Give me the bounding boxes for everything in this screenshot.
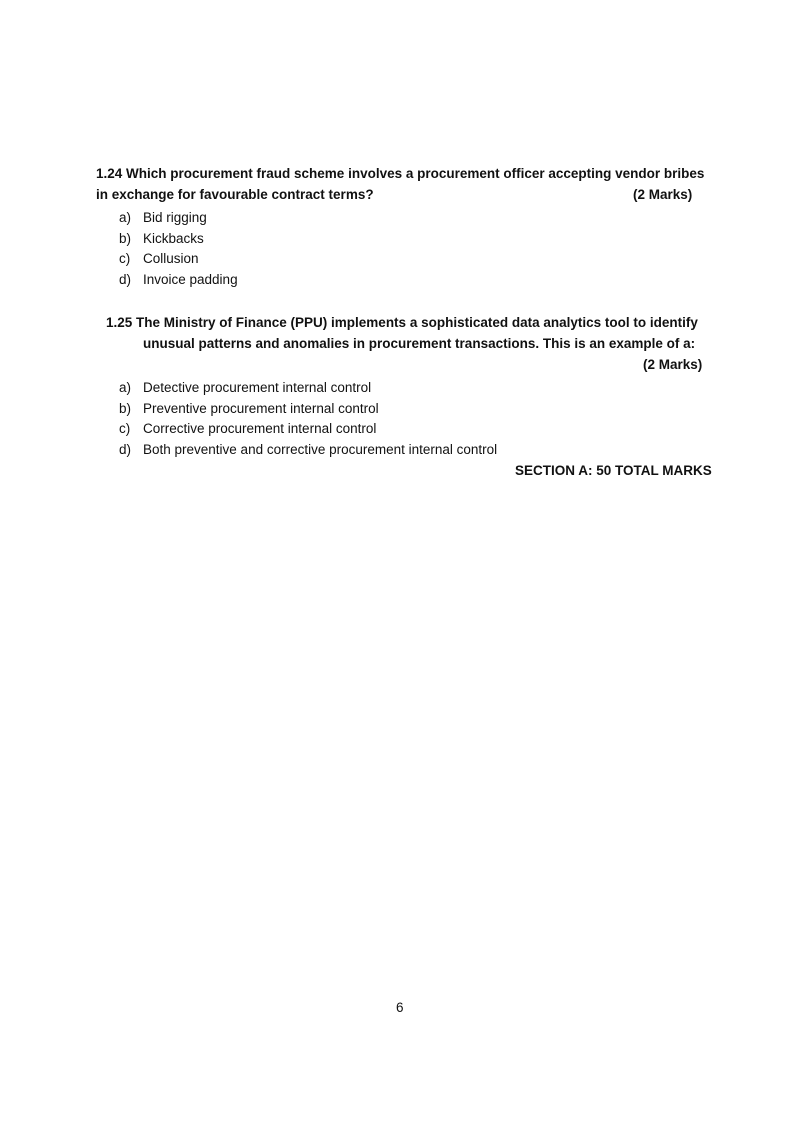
option: c) Collusion: [119, 251, 199, 266]
q24-text-line1: 1.24 Which procurement fraud scheme involves a procurement officer accepting vendor bribes: [96, 166, 705, 181]
option: d) Invoice padding: [119, 271, 238, 287]
option: b) Preventive procurement internal control: [119, 400, 379, 416]
q25-text-line1: 1.25 The Ministry of Finance (PPU) implements a sophisticated data analytics tool to identify: [106, 315, 698, 330]
q25-options: [119, 378, 497, 460]
option: a) Bid rigging: [119, 210, 207, 225]
q24-marks: (2 Marks): [633, 187, 693, 202]
option: d) Both preventive and corrective procurement internal control: [119, 441, 498, 457]
option: b) Kickbacks: [119, 230, 204, 246]
q24-options: [119, 208, 238, 290]
page-number: 6: [396, 1000, 404, 1015]
q25-marks: (2 Marks): [643, 357, 703, 372]
q25-text-line2: unusual patterns and anomalies in procurement transactions. This is an example of a:: [143, 336, 696, 351]
section-total: SECTION A: 50 TOTAL MARKS: [515, 463, 712, 478]
q24-text-line2: in exchange for favourable contract terms?: [96, 187, 374, 202]
option: c) Corrective procurement internal control: [119, 421, 377, 436]
option: a) Detective procurement internal control: [119, 380, 372, 395]
